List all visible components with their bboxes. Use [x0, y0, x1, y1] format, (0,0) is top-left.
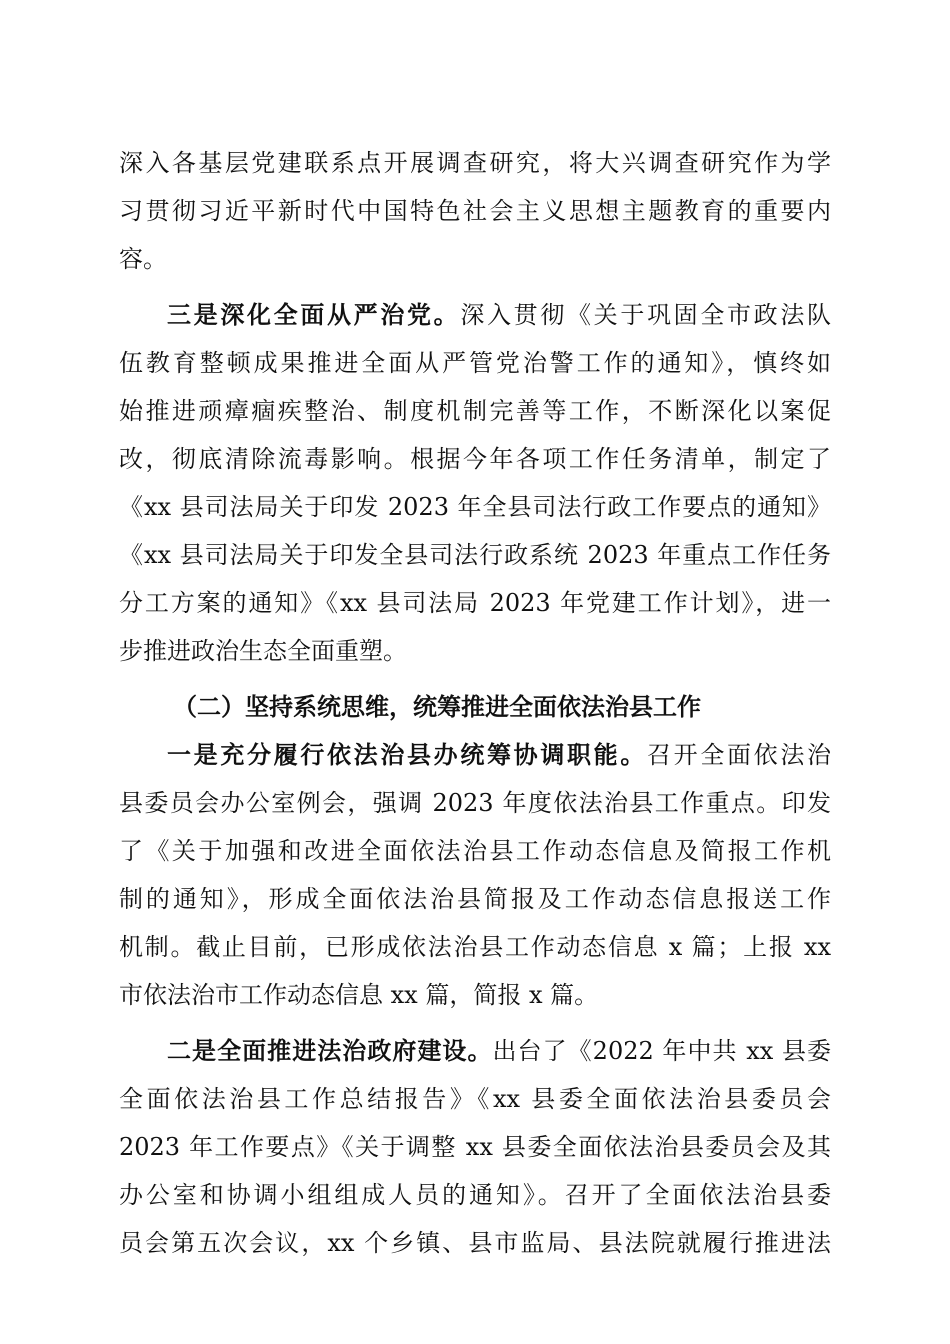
paragraph-lead: 二是全面推进法治政府建设。: [167, 1037, 493, 1065]
text-line: [119, 1027, 831, 1075]
text-line: 员会第五次会议，xx 个乡镇、县市监局、县法院就履行推进法: [119, 1229, 831, 1257]
text-line: 市依法治市工作动态信息 xx 篇，简报 x 篇。: [119, 981, 599, 1009]
document-body: [119, 139, 831, 1267]
paragraph-4: [119, 1027, 831, 1267]
text-line: 2023 年工作要点》《关于调整 xx 县委全面依法治县委员会及其: [119, 1133, 831, 1161]
text-line: 《xx 县司法局关于印发 2023 年全县司法行政工作要点的通知》: [119, 493, 831, 521]
text-line: 改，彻底清除流毒影响。根据今年各项工作任务清单，制定了: [119, 445, 831, 473]
text-span: 出台了《2022 年中共 xx 县委: [492, 1037, 831, 1065]
text-line: 《xx 县司法局关于印发全县司法行政系统 2023 年重点工作任务: [119, 541, 831, 569]
text-line: 始推进顽瘴痼疾整治、制度机制完善等工作，不断深化以案促: [119, 397, 831, 425]
text-line: 深入各基层党建联系点开展调查研究，将大兴调查研究作为学: [119, 149, 831, 177]
text-line: [119, 291, 831, 339]
text-line: 办公室和协调小组组成人员的通知》。召开了全面依法治县委: [119, 1181, 831, 1209]
text-line: 县委员会办公室例会，强调 2023 年度依法治县工作重点。印发: [119, 789, 831, 817]
text-span: 召开全面依法治: [647, 741, 831, 769]
text-line: 分工方案的通知》《xx 县司法局 2023 年党建工作计划》，进一: [119, 589, 831, 617]
text-line: 制的通知》，形成全面依法治县简报及工作动态信息报送工作: [119, 885, 831, 913]
text-line: 步推进政治生态全面重塑。: [119, 637, 407, 665]
text-line: [119, 731, 831, 779]
section-heading: [119, 683, 831, 731]
paragraph-1: [119, 139, 831, 283]
text-line: 机制。截止目前，已形成依法治县工作动态信息 x 篇；上报 xx: [119, 933, 831, 961]
paragraph-lead: 一是充分履行依法治县办统筹协调职能。: [167, 741, 647, 769]
text-line: 习贯彻习近平新时代中国特色社会主义思想主题教育的重要内: [119, 197, 831, 225]
text-line: 全面依法治县工作总结报告》《xx 县委全面依法治县委员会: [119, 1085, 831, 1113]
text-line: 伍教育整顿成果推进全面从严管党治警工作的通知》，慎终如: [119, 349, 831, 377]
text-span: 深入贯彻《关于巩固全市政法队: [460, 301, 831, 329]
paragraph-3: [119, 731, 831, 1019]
text-line: 了《关于加强和改进全面依法治县工作动态信息及简报工作机: [119, 837, 831, 865]
paragraph-lead: 三是深化全面从严治党。: [167, 301, 461, 329]
text-line: 容。: [119, 245, 167, 273]
paragraph-2: [119, 291, 831, 675]
section-heading-text: （二）坚持系统思维，统筹推进全面依法治县工作: [173, 693, 701, 721]
